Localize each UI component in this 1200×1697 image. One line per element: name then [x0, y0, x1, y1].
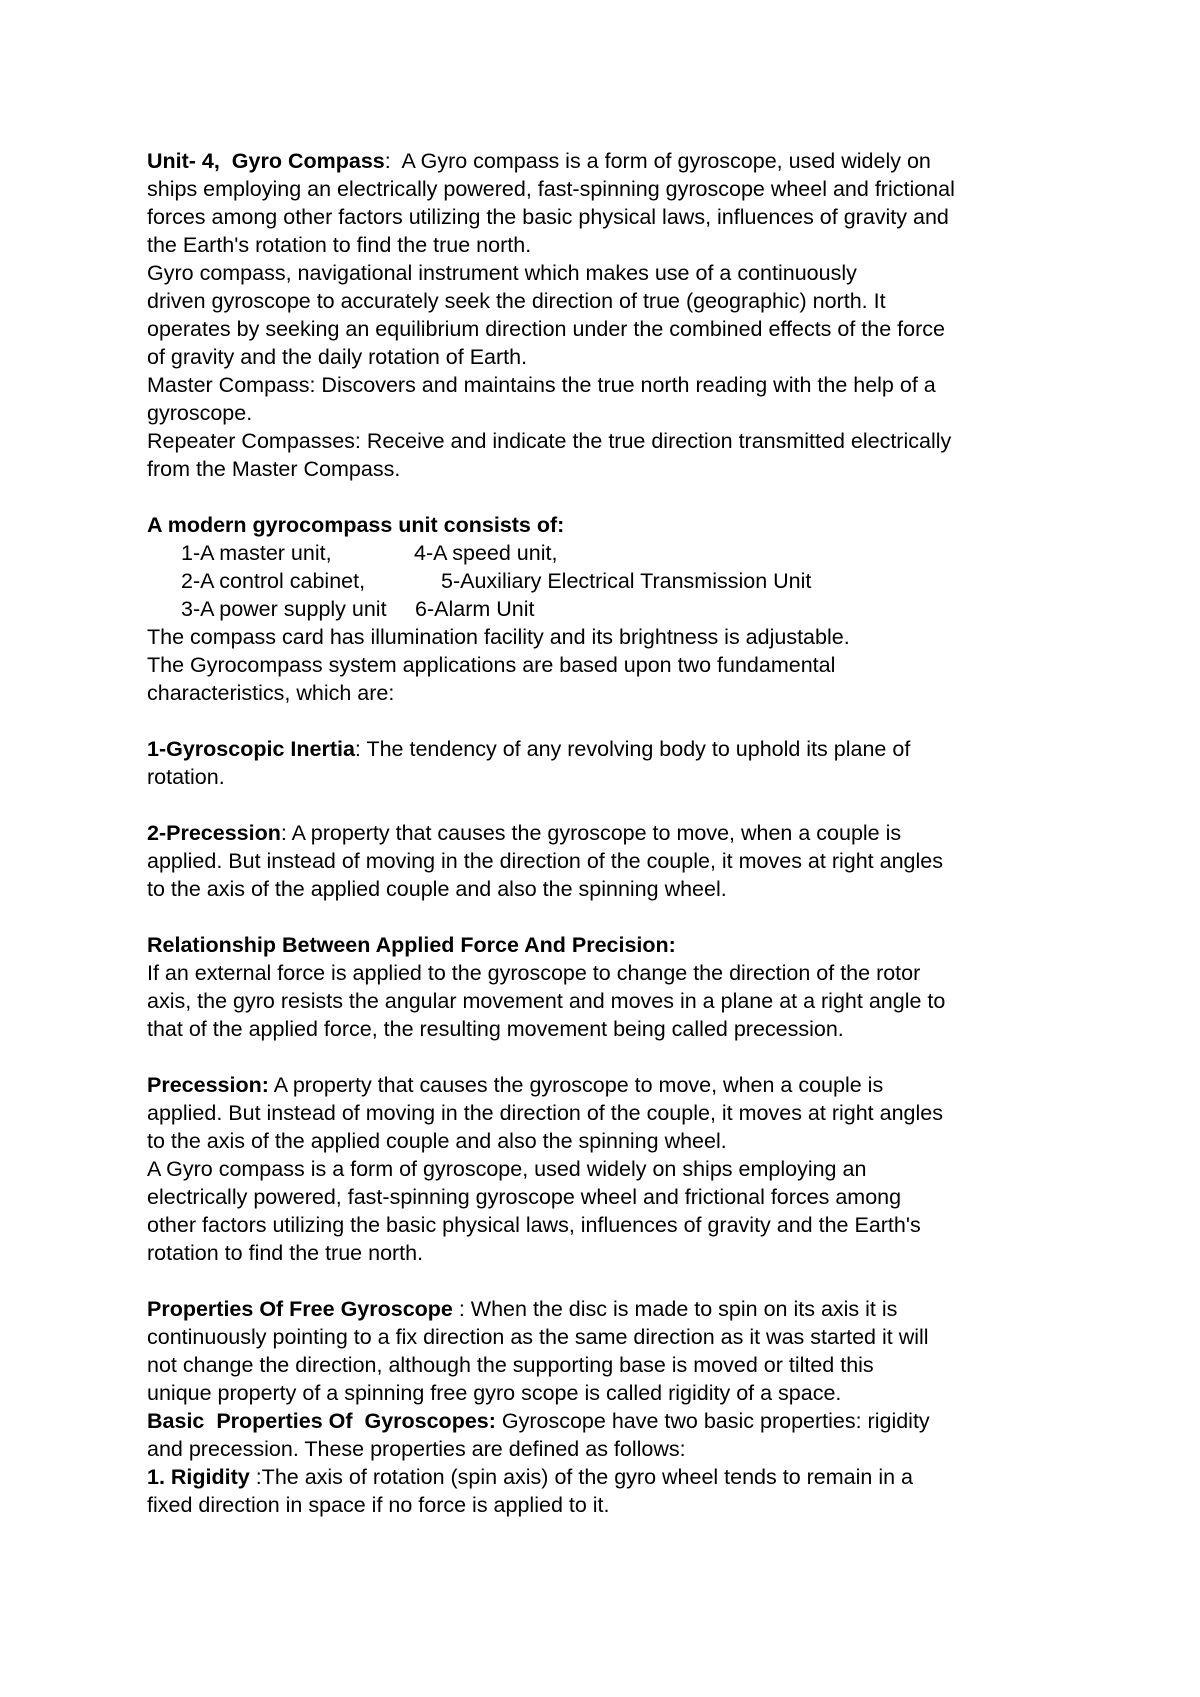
free-gyro-line: unique property of a spinning free gyro scope is called rigidity of a space. [147, 1381, 842, 1405]
paragraph-gap [147, 483, 1087, 511]
relationship-heading: Relationship Between Applied Force And Precision: [147, 933, 676, 957]
paragraph-gap [147, 1267, 1087, 1295]
unit-list-item: 4-A speed unit, [414, 541, 558, 565]
precession2-line: Precession: A property that causes the gyroscope to move, when a couple is [147, 1073, 884, 1097]
precession2-line: A Gyro compass is a form of gyroscope, used widely on ships employing an [147, 1157, 867, 1181]
relationship-line: If an external force is applied to the gyroscope to change the direction of the rotor [147, 961, 921, 985]
unit-list-item: 6-Alarm Unit [415, 597, 535, 621]
inertia-heading: 1-Gyroscopic Inertia [147, 737, 355, 761]
precession2-line: electrically powered, fast-spinning gyroscope wheel and frictional forces among [147, 1185, 902, 1209]
intro-line: Repeater Compasses: Receive and indicate the true direction transmitted electrically [147, 429, 952, 453]
unit-list-item: 2-A control cabinet, [181, 569, 366, 593]
inertia-line: 1-Gyroscopic Inertia: The tendency of any revolving body to uphold its plane of [147, 737, 911, 761]
relationship-heading-line [147, 931, 1087, 959]
intro-line: Unit- 4, Gyro Compass: A Gyro compass is a form of gyroscope, used widely on [147, 149, 931, 173]
intro-line: of gravity and the daily rotation of Earth. [147, 345, 528, 369]
precession-line: applied. But instead of moving in the direction of the couple, it moves at right angles [147, 849, 943, 873]
paragraph-gap [147, 707, 1087, 735]
precession2-line: to the axis of the applied couple and also the spinning wheel. [147, 1129, 727, 1153]
precession-line: to the axis of the applied couple and also the spinning wheel. [147, 877, 727, 901]
intro-line: ships employing an electrically powered, fast-spinning gyroscope wheel and frictional [147, 177, 955, 201]
precession-line: 2-Precession: A property that causes the gyroscope to move, when a couple is [147, 821, 902, 845]
free-gyro-line: Properties Of Free Gyroscope : When the disc is made to spin on its axis it is [147, 1297, 898, 1321]
unit-list-row [147, 595, 1087, 623]
unit-line: The Gyrocompass system applications are based upon two fundamental [147, 653, 836, 677]
intro-heading: Unit- 4, Gyro Compass [147, 149, 385, 173]
intro-line: Gyro compass, navigational instrument which makes use of a continuously [147, 261, 857, 285]
unit-heading-line [147, 511, 1087, 539]
free-gyro-heading: Properties Of Free Gyroscope [147, 1297, 453, 1321]
relationship-line: axis, the gyro resists the angular movement and moves in a plane at a right angle to [147, 989, 946, 1013]
paragraph-gap [147, 791, 1087, 819]
precession2-heading: Precession: [147, 1073, 269, 1097]
intro-line: gyroscope. [147, 401, 253, 425]
unit-list-item: 1-A master unit, [181, 541, 332, 565]
paragraph-gap [147, 903, 1087, 931]
unit-list-row [147, 567, 1087, 595]
precession2-line: other factors utilizing the basic physical laws, influences of gravity and the Earth's [147, 1213, 921, 1237]
precession-heading: 2-Precession [147, 821, 281, 845]
intro-line: the Earth's rotation to find the true north. [147, 233, 532, 257]
intro-line: forces among other factors utilizing the basic physical laws, influences of gravity and [147, 205, 949, 229]
relationship-line: that of the applied force, the resulting movement being called precession. [147, 1017, 844, 1041]
precession2-line: rotation to find the true north. [147, 1241, 424, 1265]
intro-line: driven gyroscope to accurately seek the direction of true (geographic) north. It [147, 289, 886, 313]
unit-list-item: 3-A power supply unit [181, 597, 387, 621]
rigidity-line: fixed direction in space if no force is applied to it. [147, 1493, 610, 1517]
intro-line: from the Master Compass. [147, 457, 401, 481]
free-gyro-line: not change the direction, although the supporting base is moved or tilted this [147, 1353, 874, 1377]
rigidity-line: 1. Rigidity :The axis of rotation (spin axis) of the gyro wheel tends to remain in a [147, 1465, 913, 1489]
unit-line: characteristics, which are: [147, 681, 395, 705]
precession2-line: applied. But instead of moving in the direction of the couple, it moves at right angles [147, 1101, 943, 1125]
intro-line: operates by seeking an equilibrium direction under the combined effects of the force [147, 317, 945, 341]
basic-line: Basic Properties Of Gyroscopes: Gyroscope have two basic properties: rigidity [147, 1409, 930, 1433]
unit-list-item: 5-Auxiliary Electrical Transmission Unit [441, 569, 812, 593]
inertia-line: rotation. [147, 765, 225, 789]
paragraph-gap [147, 1043, 1087, 1071]
rigidity-heading: 1. Rigidity [147, 1465, 250, 1489]
intro-line: Master Compass: Discovers and maintains the true north reading with the help of a [147, 373, 936, 397]
document-page [147, 147, 1087, 1519]
unit-list-row [147, 539, 1087, 567]
free-gyro-line: continuously pointing to a fix direction as the same direction as it was started it will [147, 1325, 929, 1349]
unit-heading: A modern gyrocompass unit consists of: [147, 513, 565, 537]
basic-heading: Basic Properties Of Gyroscopes: [147, 1409, 496, 1433]
unit-line: The compass card has illumination facility and its brightness is adjustable. [147, 625, 850, 649]
basic-line: and precession. These properties are defined as follows: [147, 1437, 686, 1461]
